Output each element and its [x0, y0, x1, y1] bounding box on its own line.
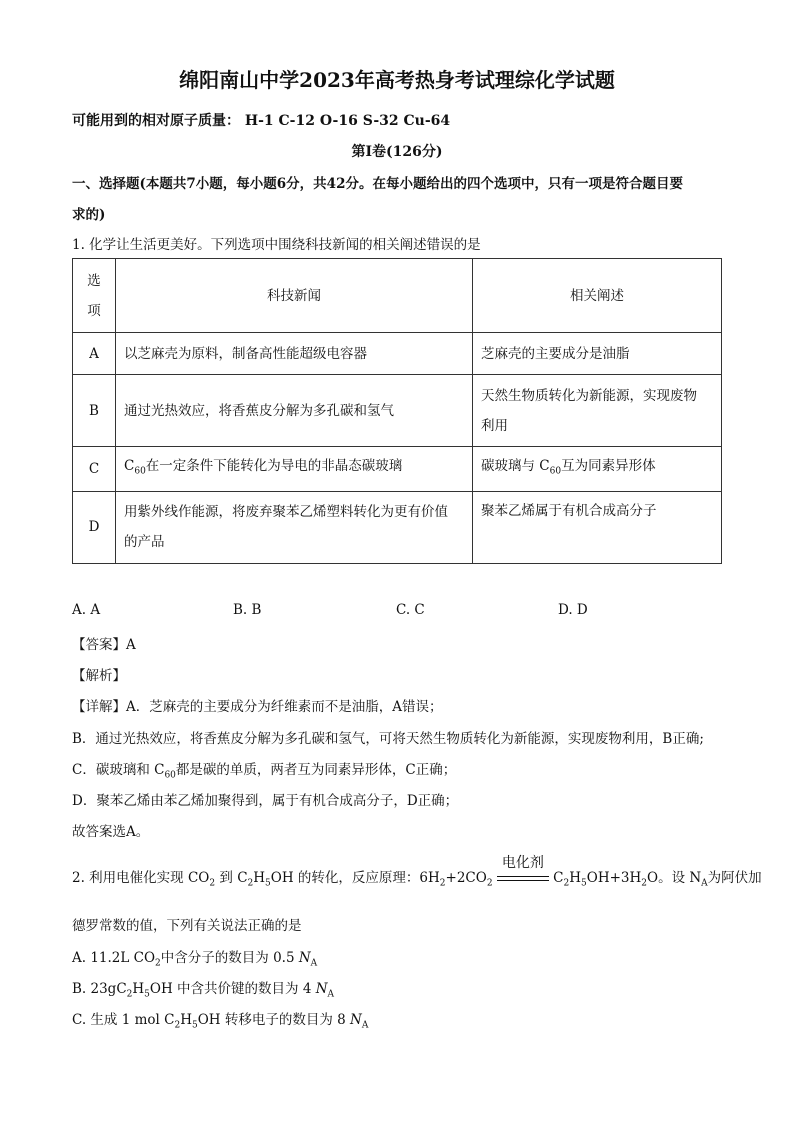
row-news: 通过光热效应，将香蕉皮分解为多孔碳和氢气	[116, 375, 473, 447]
answer-label: 【答案】	[72, 637, 126, 653]
q2-text: +2CO	[445, 870, 487, 886]
row-desc-line1: 天然生物质转化为新能源，实现废物	[481, 387, 697, 404]
na-subscript: A	[361, 1020, 369, 1031]
header-desc: 相关阐述	[473, 259, 722, 333]
question-1-table	[72, 258, 722, 564]
q2-text: OH 的转化，反应原理：6H	[270, 870, 440, 886]
q2-text: 到 C	[219, 870, 248, 886]
detail-b: B．通过光热效应，将香蕉皮分解为多孔碳和氢气，可将天然生物质转化为新能源，实现废物利用，B正确;	[72, 731, 704, 747]
row-option: D	[73, 491, 116, 563]
row-news	[116, 447, 473, 492]
row-desc: 聚苯乙烯属于有机合成高分子	[473, 491, 722, 563]
q2-option-text: OH 转移电子的数目为 8	[197, 1012, 346, 1028]
c60-subscript: 60	[134, 466, 146, 477]
q2-text: 为阿伏加	[707, 870, 762, 886]
header-option-line2: 项	[87, 302, 101, 319]
answer-value: A	[126, 637, 136, 653]
q2-option-text: 中含分子的数目为 0.5	[160, 950, 295, 966]
na-subscript: A	[327, 989, 335, 1000]
na-symbol: N	[350, 1012, 362, 1028]
choice-d: D. D	[558, 602, 588, 618]
na-symbol: N	[298, 950, 311, 966]
table-row	[73, 491, 722, 563]
c60-subscript: 60	[164, 770, 176, 781]
q2-text: C	[553, 870, 564, 886]
row-desc-line2: 利用	[481, 417, 508, 434]
header-news: 科技新闻	[116, 259, 473, 333]
detail-label: 【详解】	[72, 699, 126, 715]
atomic-masses: 可能用到的相对原子质量： H-1 C-12 O-16 S-32 Cu-64	[72, 113, 451, 129]
question-2-stem: 2. 利用电催化实现 $CO_2$ 到 $C_2H_5OH$ 的转化，反应原理：$6H_2+2CO_2$ 电化剂 $C_2H_5OH+3H_2O$。设 $N_A$为阿伏加	[72, 866, 762, 889]
c60-symbol: C	[124, 458, 135, 474]
paper-title: 绵阳南山中学2023年高考热身考试理综化学试题	[179, 68, 615, 92]
header-option	[73, 259, 116, 333]
answer-line	[72, 633, 136, 653]
q2-option-a: A. 11.2L $CO_2$中含分子的数目为 0.5 $N_A$	[72, 950, 318, 969]
volume-heading: 第I卷(126分)	[351, 144, 443, 160]
q2-option-text: H	[132, 981, 145, 997]
q2-option-c: C. 生成 1 mol $C_2H_5OH$ 转移电子的数目为 8 $N_A$	[72, 1012, 369, 1031]
analysis-label: 【解析】	[72, 668, 126, 684]
q2-option-text: B. 23gC	[72, 981, 127, 997]
choice-b: B. B	[233, 602, 262, 618]
q2-text: H	[569, 870, 582, 886]
detail-d: D．聚苯乙烯由苯乙烯加聚得到，属于有机合成高分子，D正确；	[72, 793, 459, 809]
row-news: 以芝麻壳为原料，制备高性能超级电容器	[116, 333, 473, 375]
choice-c: C. C	[396, 602, 425, 618]
na-symbol: N	[315, 981, 328, 997]
q2-option-text: H	[180, 1012, 192, 1028]
catalyst-label: 电化剂	[501, 855, 544, 871]
table-header-row	[73, 259, 722, 333]
row-desc-tail: 互为同素异形体	[561, 458, 656, 474]
header-option-line1: 选	[87, 272, 101, 289]
row-desc	[473, 447, 722, 492]
row-option: A	[73, 333, 116, 375]
q2-text: O。设 N	[647, 870, 702, 886]
catalyst-arrow	[497, 855, 549, 886]
q2-text: 2. 利用电催化实现 CO	[72, 870, 210, 886]
c60-subscript: 60	[549, 466, 562, 477]
row-desc-text: 碳玻璃与 C	[481, 458, 550, 474]
section-heading-line1: 一、选择题(本题共7小题，每小题6分，共42分。在每小题给出的四个选项中，只有一项是符合题目要	[72, 176, 683, 192]
table-row	[73, 447, 722, 492]
row-news-line2: 的产品	[124, 534, 165, 551]
q2-option-b: B. $23gC_2H_5OH$ 中含共价键的数目为 4 $N_A$	[72, 981, 335, 1000]
detail-c-post: 都是碳的单质，两者互为同素异形体，C正确；	[175, 762, 457, 778]
q2-text: H	[253, 870, 266, 886]
detail-a	[72, 695, 443, 715]
q2-text: OH+3H	[586, 870, 642, 886]
q2-option-text: A. 11.2L CO	[72, 950, 156, 966]
detail-c	[72, 758, 456, 781]
table-row	[73, 333, 722, 375]
na-subscript: A	[310, 958, 318, 969]
section-heading-line2: 求的)	[72, 207, 106, 223]
detail-c-pre: C．碳玻璃和 C	[72, 762, 165, 778]
q2-option-text: OH 中含共价键的数目为 4	[149, 981, 312, 997]
choice-a: A. A	[72, 602, 101, 618]
table-row	[73, 375, 722, 447]
row-news-text: 在一定条件下能转化为导电的非晶态碳玻璃	[145, 458, 403, 474]
row-option: B	[73, 375, 116, 447]
row-news-line1: 用紫外线作能源，将废弃聚苯乙烯塑料转化为更有价值	[124, 504, 448, 521]
row-option: C	[73, 447, 116, 492]
row-news	[116, 491, 473, 563]
row-desc: 芝麻壳的主要成分是油脂	[473, 333, 722, 375]
row-desc	[473, 375, 722, 447]
question-2-stem-line2: 德罗常数的值，下列有关说法正确的是	[72, 918, 302, 934]
conclusion: 故答案选A。	[72, 824, 150, 840]
detail-a-text: A．芝麻壳的主要成分为纤维素而不是油脂，A错误；	[126, 699, 443, 715]
q2-option-text: C. 生成 1 mol C	[72, 1012, 175, 1028]
question-1-stem: 1. 化学让生活更美好。下列选项中围绕科技新闻的相关阐述错误的是	[72, 237, 481, 253]
